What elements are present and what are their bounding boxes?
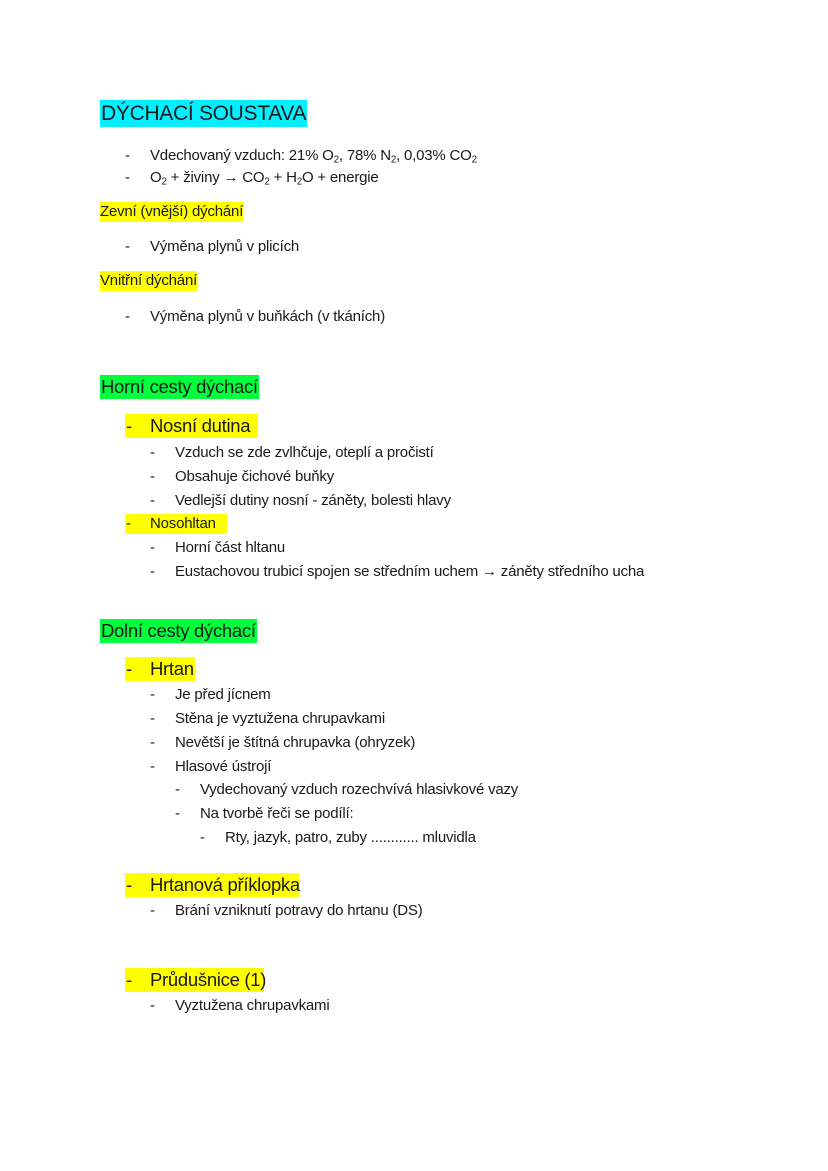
section-heading-upper-airways: Horní cesty dýchací xyxy=(101,376,258,397)
bullet-dash: - xyxy=(125,147,130,164)
subheading-external-breathing: Zevní (vnější) dýchání xyxy=(100,203,244,220)
list-item: - Hlasové ústrojí xyxy=(150,758,272,775)
group-heading-nasopharynx: - Nosohltan xyxy=(125,514,235,534)
list-item: - Rty, jazyk, patro, zuby ............ mluvidla xyxy=(200,829,476,846)
bullet-dash: - xyxy=(150,902,155,919)
list-item: - Na tvorbě řeči se podílí: xyxy=(175,805,354,822)
bullet-dash: - xyxy=(150,468,155,485)
list-item: - Eustachovou trubicí spojen se středním uchem → záněty středního ucha xyxy=(150,563,645,580)
bullet-dash: - xyxy=(126,515,131,532)
subheading-internal-breathing: Vnitřní dýchání xyxy=(100,272,198,289)
bullet-dash: - xyxy=(125,169,130,186)
bullet-dash: - xyxy=(150,492,155,509)
list-item: - Vedlejší dutiny nosní - záněty, bolesti hlavy xyxy=(150,492,451,509)
bullet-dash: - xyxy=(126,874,132,895)
group-heading-nasal-cavity: - Nosní dutina xyxy=(125,414,265,438)
document-title: DÝCHACÍ SOUSTAVA xyxy=(101,102,307,125)
list-item xyxy=(125,146,625,166)
list-item: - Horní část hltanu xyxy=(150,539,285,556)
list-item: - Vzduch se zde zvlhčuje, oteplí a pročistí xyxy=(150,444,434,461)
group-heading-trachea: - Průdušnice (1) xyxy=(126,969,267,990)
list-item-text: $O_2$ + živiny → $CO_2 + H_2O$ + energie xyxy=(150,169,379,188)
section-heading-lower-airways: Dolní cesty dýchací xyxy=(101,620,256,641)
list-item xyxy=(125,168,625,188)
bullet-dash: - xyxy=(150,539,155,556)
bullet-dash: - xyxy=(200,829,205,846)
list-item: - Nevětší je štítná chrupavka (ohryzek) xyxy=(150,734,416,751)
list-item-text: Výměna plynů v buňkách (v tkáních) xyxy=(150,308,385,325)
bullet-dash: - xyxy=(150,734,155,751)
list-item-text: Vdechovaný vzduch: 21% $O_2$, 78% $N_2$, 0,03% $CO_2$ xyxy=(150,147,477,166)
group-heading-epiglottis: - Hrtanová příklopka xyxy=(126,874,300,895)
bullet-dash: - xyxy=(125,238,130,255)
group-heading-larynx: - Hrtan xyxy=(126,658,194,679)
bullet-dash: - xyxy=(150,758,155,775)
bullet-dash: - xyxy=(150,444,155,461)
bullet-dash: - xyxy=(150,710,155,727)
list-item: - Obsahuje čichové buňky xyxy=(150,468,335,485)
list-item: - Vydechovaný vzduch rozechvívá hlasivkové vazy xyxy=(175,781,519,798)
list-item-text: Výměna plynů v plicích xyxy=(150,238,300,255)
list-item xyxy=(125,237,625,257)
bullet-dash: - xyxy=(150,686,155,703)
list-item: - Stěna je vyztužena chrupavkami xyxy=(150,710,385,727)
bullet-dash: - xyxy=(125,308,130,325)
list-item: - Vyztužena chrupavkami xyxy=(150,997,330,1014)
bullet-dash: - xyxy=(150,997,155,1014)
list-item: - Brání vzniknutí potravy do hrtanu (DS) xyxy=(150,902,423,919)
bullet-dash: - xyxy=(175,781,180,798)
list-item: - Je před jícnem xyxy=(150,686,271,703)
list-item xyxy=(125,307,625,327)
bullet-dash: - xyxy=(126,415,132,436)
bullet-dash: - xyxy=(175,805,180,822)
bullet-dash: - xyxy=(126,969,132,990)
bullet-dash: - xyxy=(150,563,155,580)
bullet-dash: - xyxy=(126,658,132,679)
